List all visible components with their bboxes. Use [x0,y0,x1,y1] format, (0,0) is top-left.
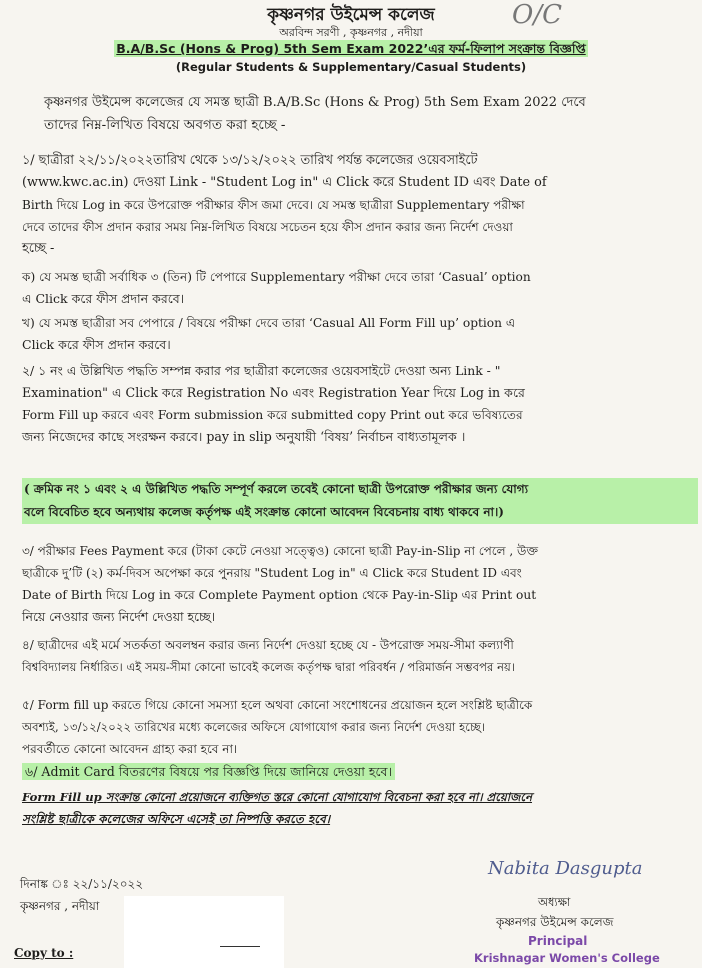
point-2-line: জন্য নিজেদের কাছে সংরক্ষন করবে। pay in slip অনুযায়ী ‘বিষয়’ নির্বাচন বাধ্যতামূলক । [22,429,466,444]
handwritten-ref: O/C [512,0,562,30]
intro-paragraph [44,92,684,136]
point-1-line: দেবে তাদের ফীস প্রদান করার সময় নিম্ন-লিখিত বিষয়ে সচেতন হয়ে ফীস প্রদান করার জন্য নির্দেশ দেওয়া [22,220,513,234]
notice-subtitle: (Regular Students & Supplementary/Casual Students) [175,60,527,74]
point-4 [22,634,694,678]
sub-b-line: খ) যে সমস্ত ছাত্রীরা সব পেপারে / বিষয়ে পরীক্ষা দেবে তারা ‘Casual All Form Fill up’ option এ [22,316,516,330]
final-note-line: Form Fill up সংক্রান্ত কোনো প্রয়োজনে ব্যক্তিগত স্তরে কোনো যোগাযোগ বিবেচনা করা হবে না। প্রয়োজনে [22,790,533,804]
college-address: অরবিন্দ সরণী , কৃষ্ণনগর , নদীয়া [279,26,423,39]
point-1-line: Birth দিয়ে Log in করে উপরোক্ত পরীক্ষার ফীস জমা দেবে। যে সমস্ত ছাত্রীরা Supplementary পরীক্ষা [22,198,525,212]
title-wrap [0,38,702,61]
point-6-text: ৬/ Admit Card বিতরণের বিষয়ে পর বিজ্ঞপ্তি দিয়ে জানিয়ে দেওয়া হবে। [22,763,395,780]
warning-line: ( ক্রমিক নং ১ এবং ২ এ উল্লিখিত পদ্ধতি সম্পূর্ণ করলে তবেই কোনো ছাত্রী উপরোক্ত পরীক্ষার জন্য যোগ্য [24,482,529,496]
copy-to-label: Copy to : [14,946,74,960]
point-5-line: অবশ্যই, ১৩/১২/২০২২ তারিখের মধ্যে কলেজের অফিসে যোগাযোগ করার জন্য নির্দেশ দেওয়া হচ্ছে। [22,720,486,734]
sub-a-line: ক) যে সমস্ত ছাত্রী সর্বাধিক ৩ (তিন) টি পেপারে Supplementary পরীক্ষা দেবে তারা ‘Casual’ option [22,270,531,284]
point-2 [22,360,694,448]
sub-a-line: এ Click করে ফীস প্রদান করবে। [22,291,185,306]
warning-note [22,478,698,524]
point-4-line: বিশ্ববিদ্যালয় নির্ধারিত। এই সময়-সীমা কোনো ভাবেই কলেজ কর্তৃপক্ষ দ্বারা পরিবর্ধন / পরিমার্জন সম্ভবপর নয়। [22,660,515,674]
final-note [22,786,694,830]
point-5-line: ৫/ Form fill up করতে গিয়ে কোনো সমস্যা হলে অথবা কোনো সংশোধনের প্রয়োজন হলে সংশ্লিষ্ট ছাত্রীকে [22,698,533,712]
point-3-line: ছাত্রীকে দু’টি (২) কর্ম-দিবস অপেক্ষা করে পুনরায় "Student Log in" এ Click করে Student ID এবং [22,566,522,580]
point-4-line: ৪/ ছাত্রীদের এই মর্মে সতর্কতা অবলম্বন করার জন্য নির্দেশ দেওয়া হচ্ছে যে - উপরোক্ত সময়-সীমা কল্যাণী [22,638,514,652]
point-3-line: Date of Birth দিয়ে Log in করে Complete Payment option থেকে Pay-in-Slip এর Print out [22,588,537,602]
point-1-line: (www.kwc.ac.in) দেওয়া Link - "Student Log in" এ Click করে Student ID এবং Date of [22,175,547,190]
point-3 [22,540,694,628]
footer-date: দিনাঙ্ক ঃ ২২/১১/২০২২ [20,877,144,891]
point-3-line: ৩/ পরীক্ষার Fees Payment করে (টাকা কেটে নেওয়া সত্ত্বেও) কোনো ছাত্রী Pay-in-Slip না পেলে , উক্ত [22,544,538,558]
principal-signature: Nabita Dasgupta [488,858,643,879]
point-1 [22,150,694,260]
point-1-line: ১/ ছাত্রীরা ২২/১১/২০২২তারিখ থেকে ১৩/১২/২০২২ তারিখ পর্যন্ত কলেজের ওয়েবসাইটে [22,153,478,168]
sub-b-line: Click করে ফীস প্রদান করবে। [22,337,171,352]
point-1-sub-b [22,312,694,356]
stamp-college: Krishnagar Women's College [474,951,660,965]
footer-place: কৃষ্ণনগর , নদীয়া [20,899,100,913]
point-1-sub-a [22,266,694,310]
redacted-area [124,896,284,968]
point-3-line: নিয়ে নেওয়ার জন্য নির্দেশ দেওয়া হচ্ছে। [22,609,216,624]
point-2-line: Examination" এ Click করে Registration No এবং Registration Year দিয়ে Log in করে [22,385,525,400]
point-2-line: Form Fill up করবে এবং Form submission করে submitted copy Print out করে ভবিষ্যতের [22,408,523,422]
point-5 [22,694,694,760]
point-5-line: পরবর্তীতে কোনো আবেদন গ্রাহ্য করা হবে না। [22,742,238,756]
principal-designation: অধ্যক্ষা [538,895,571,909]
intro-line: কৃষ্ণনগর উইমেন্স কলেজের যে সমস্ত ছাত্রী B.A/B.Sc (Hons & Prog) 5th Sem Exam 2022 দেবে [44,95,586,110]
point-2-line: ২/ ১ নং এ উল্লিখিত পদ্ধতি সম্পন্ন করার পর ছাত্রীরা কলেজের ওয়েবসাইটে দেওয়া অন্য Link - " [22,363,501,378]
point-6 [22,764,395,784]
redaction-line [220,946,260,947]
notice-title: B.A/B.Sc (Hons & Prog) 5th Sem Exam 2022’এর ফর্ম-ফিলাপ সংক্রান্ত বিজ্ঞপ্তি [116,41,586,56]
point-1-line: হচ্ছে - [22,241,55,256]
warning-line: বলে বিবেচিত হবে অন্যথায় কলেজ কর্তৃপক্ষ এই সংক্রান্ত কোনো আবেদন বিবেচনায় বাধ্য থাকবে না।) [24,505,504,519]
stamp-principal: Principal [528,934,588,948]
final-note-line: সংশ্লিষ্ট ছাত্রীকে কলেজের অফিসে এসেই তা নিষ্পত্তি করতে হবে। [22,812,331,826]
signature-college-name: কৃষ্ণনগর উইমেন্স কলেজ [496,915,614,929]
intro-line: তাদের নিম্ন-লিখিত বিষয়ে অবগত করা হচ্ছে - [44,117,286,133]
college-name: কৃষ্ণনগর উইমেন্স কলেজ [267,5,435,25]
